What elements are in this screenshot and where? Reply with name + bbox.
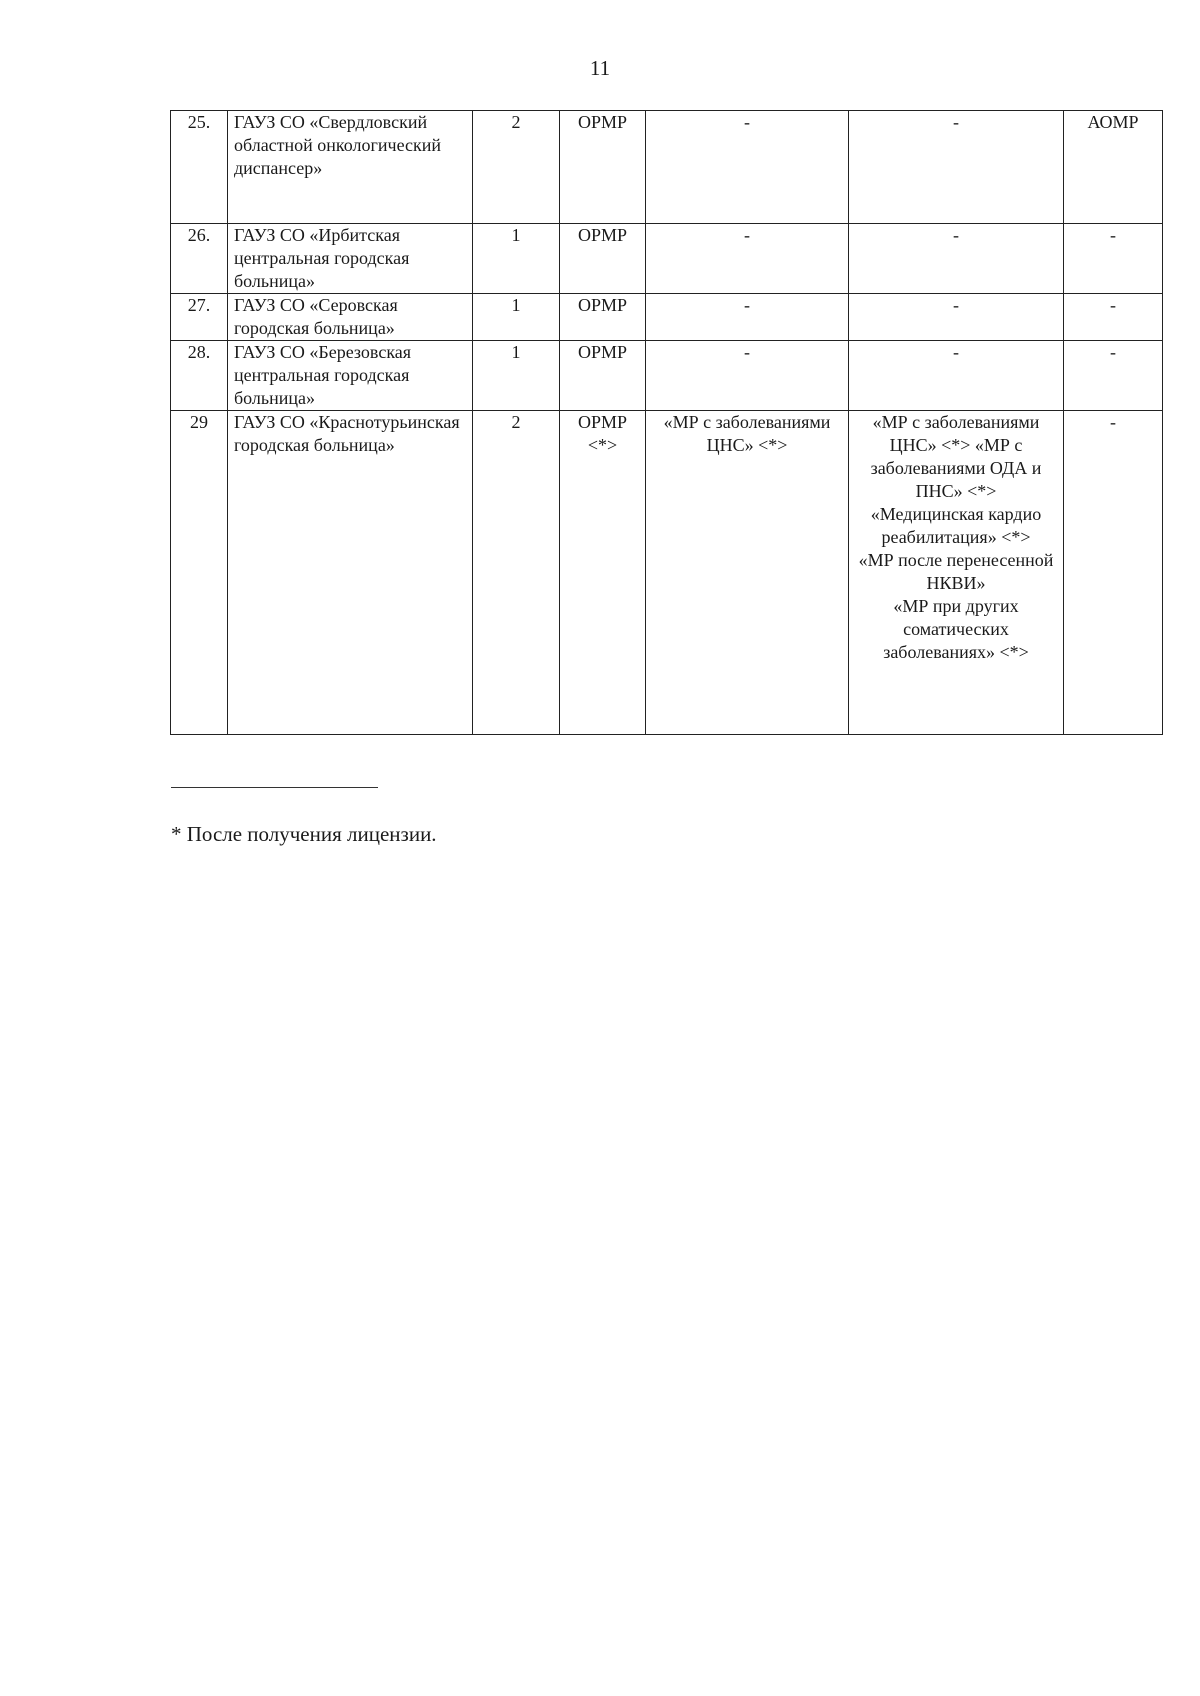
profile-b-line: «МР после перенесенной НКВИ» [858, 550, 1054, 593]
page-number: 11 [589, 56, 611, 80]
profile-b-cell [849, 411, 1064, 735]
level-cell: 2 [473, 111, 560, 224]
footnote-text: * После получения лицензии. [171, 822, 437, 846]
profile-a-cell: - [646, 224, 849, 294]
profile-b-cell: - [849, 294, 1064, 341]
profile-b-line: «Медицинская кардио реабилитация» <*> [870, 504, 1042, 547]
organization-name: ГАУЗ СО «Свердловский областной онкологический диспансер» [228, 111, 473, 224]
level-cell: 1 [473, 294, 560, 341]
profile-b-cell: - [849, 341, 1064, 411]
profile-b-cell: - [849, 224, 1064, 294]
extra-cell: - [1064, 294, 1163, 341]
organization-name: ГАУЗ СО «Серовская городская больница» [228, 294, 473, 341]
profile-a-cell: - [646, 294, 849, 341]
row-number: 29 [171, 411, 228, 735]
profile-b-line: «МР при других соматических заболеваниях» <*> [883, 596, 1029, 662]
table-row [171, 411, 1163, 735]
table-row [171, 111, 1163, 224]
row-number: 25. [171, 111, 228, 224]
unit-type-cell: ОРМР [560, 111, 646, 224]
profile-a-cell: «МР с заболеваниями ЦНС» <*> [646, 411, 849, 735]
extra-cell: - [1064, 411, 1163, 735]
footnote-divider [171, 787, 378, 788]
extra-cell: - [1064, 224, 1163, 294]
unit-type-cell: ОРМР [560, 224, 646, 294]
row-number: 27. [171, 294, 228, 341]
table-row [171, 294, 1163, 341]
level-cell: 1 [473, 224, 560, 294]
unit-type-cell: ОРМР [560, 294, 646, 341]
extra-cell: - [1064, 341, 1163, 411]
level-cell: 2 [473, 411, 560, 735]
facilities-table [170, 110, 1163, 735]
profile-a-cell: - [646, 111, 849, 224]
row-number: 26. [171, 224, 228, 294]
organization-name: ГАУЗ СО «Краснотурьинская городская больница» [228, 411, 473, 735]
table-row [171, 224, 1163, 294]
level-cell: 1 [473, 341, 560, 411]
row-number: 28. [171, 341, 228, 411]
profile-b-line: «МР с заболеваниями ЦНС» <*> «МР с заболеваниями ОДА и ПНС» <*> [870, 412, 1042, 501]
profile-b-cell: - [849, 111, 1064, 224]
unit-type-cell: ОРМР [560, 341, 646, 411]
profile-a-cell: - [646, 341, 849, 411]
organization-name: ГАУЗ СО «Березовская центральная городская больница» [228, 341, 473, 411]
extra-cell: АОМР [1064, 111, 1163, 224]
table-row [171, 341, 1163, 411]
unit-type-cell: ОРМР <*> [560, 411, 646, 735]
organization-name: ГАУЗ СО «Ирбитская центральная городская больница» [228, 224, 473, 294]
